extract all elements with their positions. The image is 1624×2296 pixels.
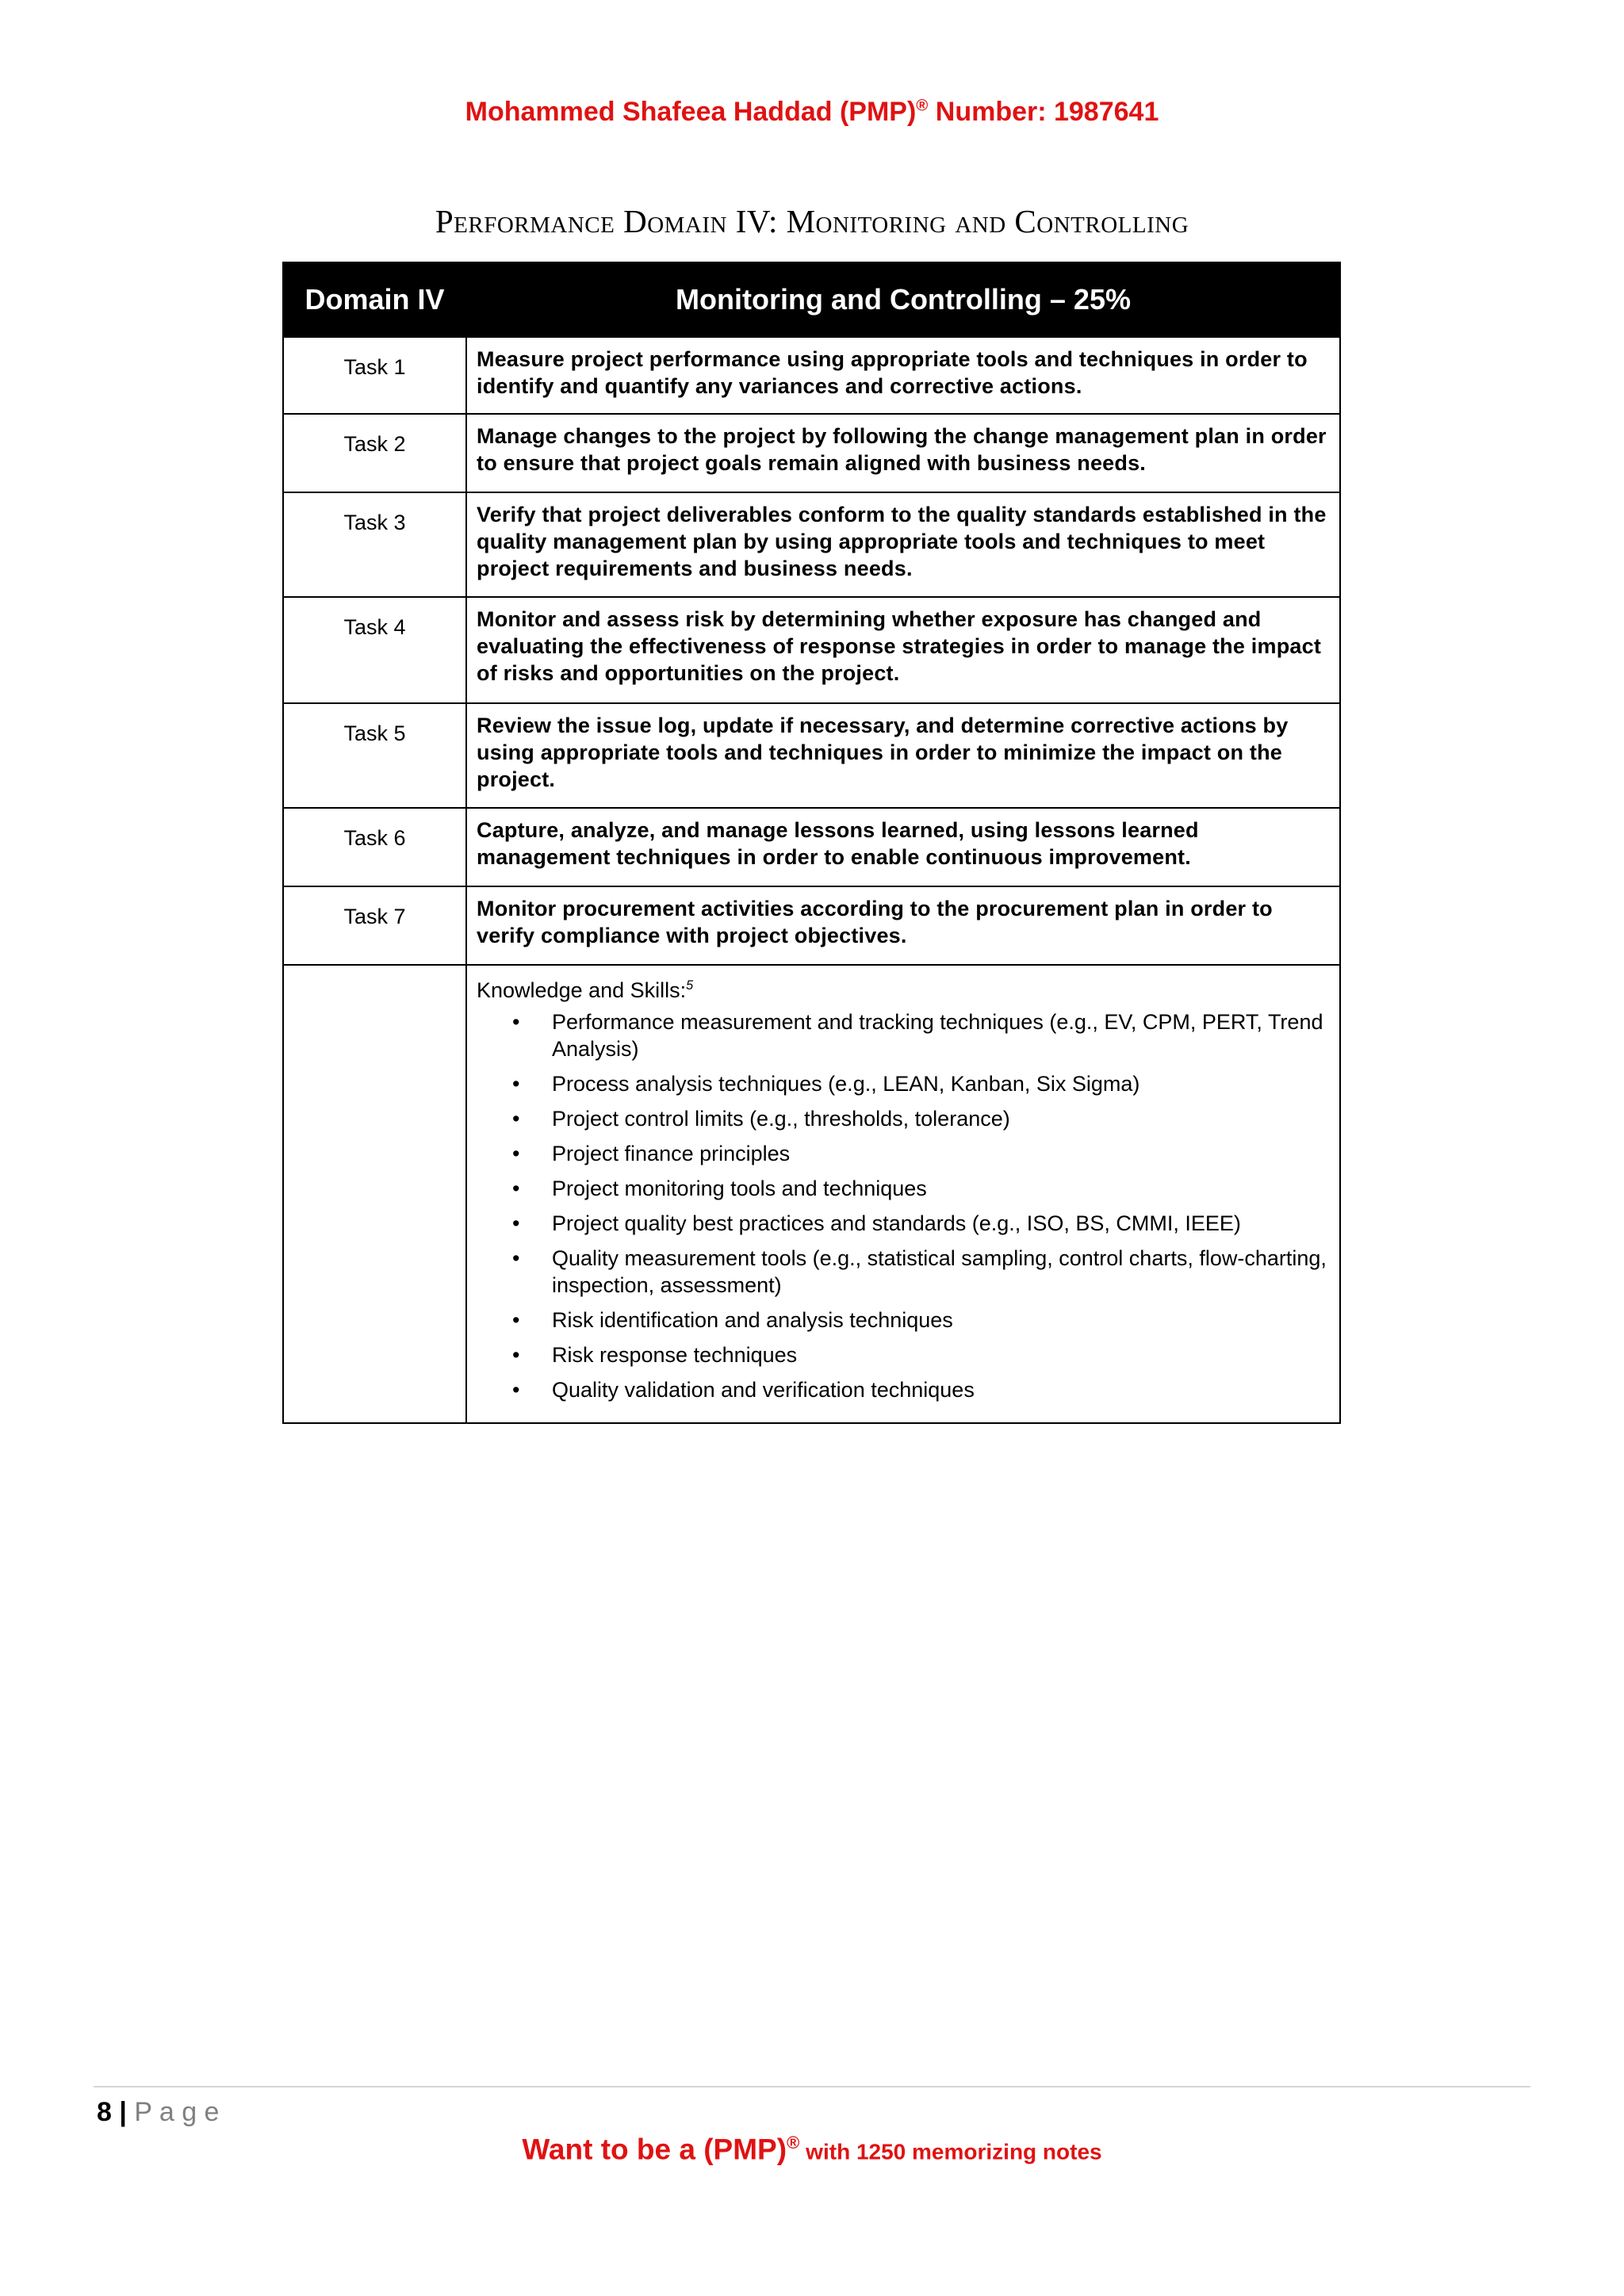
list-item-text: Project finance principles [552,1142,791,1165]
empty-cell [283,965,466,1423]
task-label: Task 2 [283,414,466,492]
table-header-row [283,262,1340,337]
list-item-text: Risk response techniques [552,1343,798,1367]
bullet-icon: • [512,1343,520,1367]
domain-header-cell: Domain IV [283,262,466,337]
knowledge-skills-cell [466,965,1340,1423]
list-item-text: Project control limits (e.g., thresholds, tolerance) [552,1107,1010,1131]
list-item-text: Project quality best practices and standards (e.g., ISO, BS, CMMI, IEEE) [552,1211,1241,1235]
table-row [283,492,1340,597]
list-item [477,1210,1330,1237]
task-label: Task 1 [283,337,466,414]
header-number: Number: 1987641 [928,97,1159,127]
page-word: P a g e [134,2097,220,2127]
list-item-text: Performance measurement and tracking techniques (e.g., EV, CPM, PERT, Trend Analysis) [552,1010,1323,1061]
list-item [477,1008,1330,1062]
list-item-text: Risk identification and analysis techniques [552,1308,953,1332]
list-item-text: Process analysis techniques (e.g., LEAN, Kanban, Six Sigma) [552,1072,1140,1096]
bullet-icon: • [512,1010,520,1034]
task-description: Monitor and assess risk by determining whether exposure has changed and evaluating the effectiveness of response strategies in order to manage the impact of risks and opportunities on the project. [466,597,1340,703]
table-row [283,886,1340,965]
list-item [477,1376,1330,1403]
page-separator: | [111,2097,135,2127]
task-label: Task 6 [283,808,466,886]
list-item-text: Project monitoring tools and techniques [552,1177,927,1200]
list-item [477,1070,1330,1097]
list-item [477,1307,1330,1334]
bullet-icon: • [512,1211,520,1235]
table-row [283,337,1340,414]
list-item [477,1105,1330,1132]
bullet-icon: • [512,1107,520,1131]
task-label: Task 7 [283,886,466,965]
list-item [477,1175,1330,1202]
task-description: Verify that project deliverables conform to the quality standards established in the quality management plan by using appropriate tools and techniques to meet project requirements and business needs. [466,492,1340,597]
table-row [283,808,1340,886]
footer-reg-mark: ® [787,2133,800,2152]
bullet-icon: • [512,1378,520,1402]
ks-title-text: Knowledge and Skills: [477,978,687,1002]
task-label: Task 5 [283,703,466,808]
footer-divider [94,2086,1530,2087]
footnote-marker: 5 [686,978,694,993]
list-item-text: Quality measurement tools (e.g., statistical sampling, control charts, flow-charting, inspection, assessment) [552,1246,1327,1297]
page-header [0,97,1624,128]
header-reg-mark: ® [916,97,929,115]
table-row [283,597,1340,703]
bullet-icon: • [512,1246,520,1270]
task-label: Task 4 [283,597,466,703]
knowledge-skills-list [477,1008,1330,1403]
document-title: Performance Domain IV: Monitoring and Controlling [435,203,1189,239]
task-description: Capture, analyze, and manage lessons learned, using lessons learned management techniques in order to enable continuous improvement. [466,808,1340,886]
table-row [283,414,1340,492]
page-footer [0,2133,1624,2166]
page-number-value: 8 [97,2097,112,2127]
bullet-icon: • [512,1177,520,1200]
task-label: Task 3 [283,492,466,597]
domain-title-cell: Monitoring and Controlling – 25% [466,262,1340,337]
task-description: Monitor procurement activities according to the procurement plan in order to verify compliance with project objectives. [466,886,1340,965]
knowledge-skills-title [477,972,1330,1004]
task-description: Measure project performance using appropriate tools and techniques in order to identify and quantify any variances and corrective actions. [466,337,1340,414]
page-number [97,2097,219,2128]
footer-promo-small: with 1250 memorizing notes [799,2139,1102,2164]
header-author: Mohammed Shafeea Haddad (PMP) [465,97,917,127]
list-item [477,1245,1330,1299]
bullet-icon: • [512,1142,520,1165]
list-item [477,1140,1330,1167]
table-row [283,703,1340,808]
bullet-icon: • [512,1072,520,1096]
domain-table [282,262,1341,1424]
task-description: Review the issue log, update if necessary, and determine corrective actions by using appropriate tools and techniques in order to minimize the impact on the project. [466,703,1340,808]
list-item-text: Quality validation and verification techniques [552,1378,975,1402]
footer-promo: Want to be a (PMP) [522,2133,787,2166]
list-item [477,1341,1330,1368]
knowledge-skills-row [283,965,1340,1423]
task-description: Manage changes to the project by following the change management plan in order to ensure that project goals remain aligned with business needs. [466,414,1340,492]
bullet-icon: • [512,1308,520,1332]
